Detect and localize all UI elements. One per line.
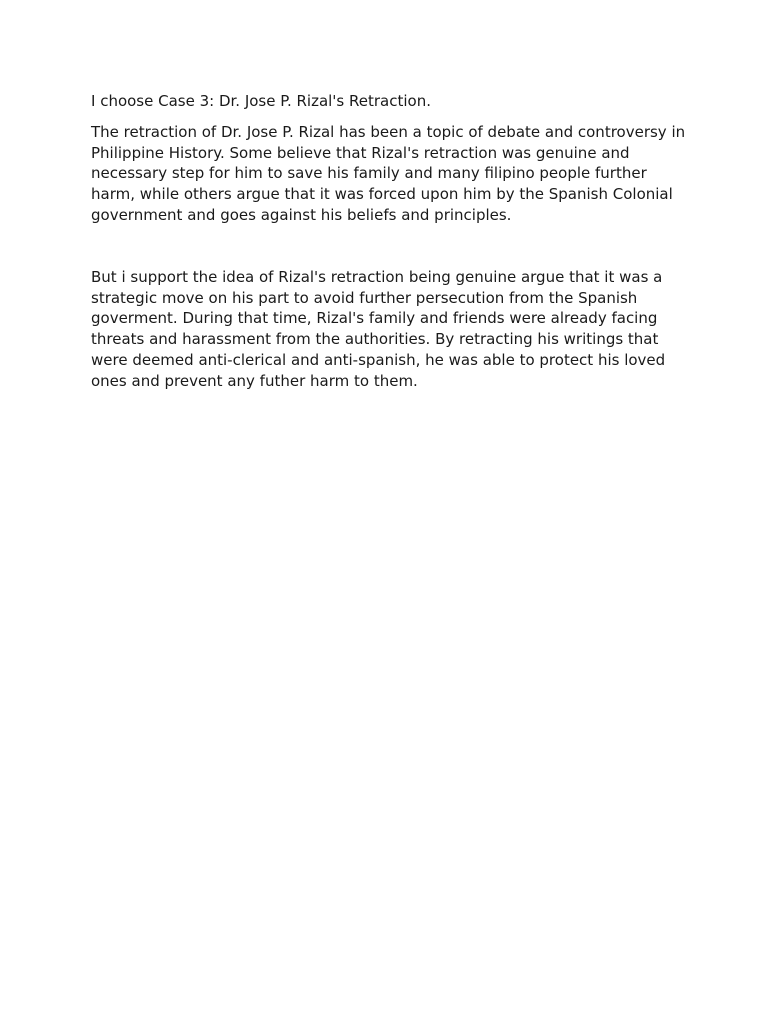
document-body <box>91 91 686 392</box>
intro-line: I choose Case 3: Dr. Jose P. Rizal's Retraction. <box>91 92 431 110</box>
paragraph-argument: But i support the idea of Rizal's retraction being genuine argue that it was a strategic move on his part to avoid further persecution from the Spanish goverment. During that time, Rizal's family and friends were already facing threats and harassment from the authorities. By retracting his writings that were deemed anti-clerical and anti-spanish, he was able to protect his loved ones and prevent any futher harm to them. <box>91 267 666 390</box>
paragraph-background: The retraction of Dr. Jose P. Rizal has been a topic of debate and controversy in Philippine History. Some believe that Rizal's retraction was genuine and necessary step for him to save his family and many filipino people further harm, while others argue that it was forced upon him by the Spanish Colonial government and goes against his beliefs and principles. <box>91 122 686 224</box>
